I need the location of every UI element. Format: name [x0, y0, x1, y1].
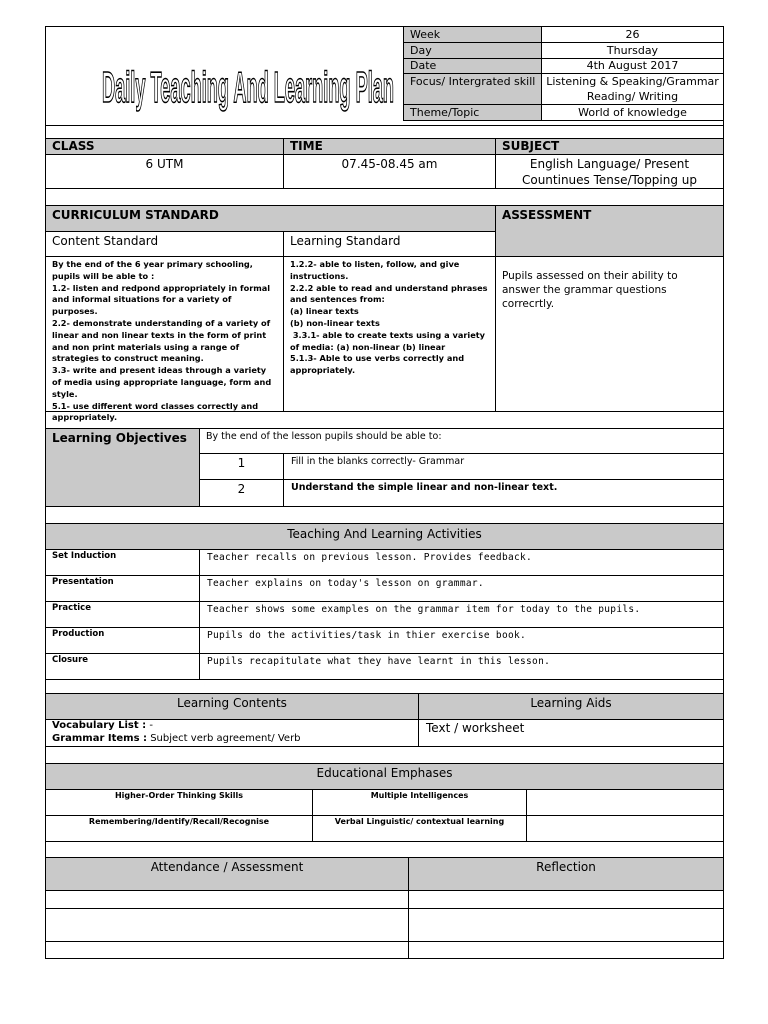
grammar-line	[52, 733, 412, 746]
learning-contents-cell	[45, 719, 419, 747]
objective-num-1: 1	[199, 453, 284, 480]
spacer-row-7	[45, 841, 724, 858]
date-label: Date	[403, 58, 542, 74]
vocab-label: Vocabulary List :	[52, 720, 147, 731]
stage-set-induction: Set Induction	[45, 549, 200, 576]
learning-aids-value: Text / worksheet	[418, 719, 724, 747]
time-value: 07.45-08.45 am	[283, 154, 496, 189]
vocab-line	[52, 720, 412, 733]
objectives-label: Learning Objectives	[45, 428, 200, 507]
activities-header: Teaching And Learning Activities	[45, 523, 724, 550]
activity-closure: Pupils recapitulate what they have learnt in this lesson.	[199, 653, 724, 680]
stage-production: Production	[45, 627, 200, 654]
learning-aids-header: Learning Aids	[418, 693, 724, 720]
assessment-header: ASSESSMENT	[495, 205, 724, 257]
emphasis-mi-value: Verbal Linguistic/ contextual learning	[312, 815, 527, 842]
time-header: TIME	[283, 138, 496, 155]
activity-set-induction: Teacher recalls on previous lesson. Provides feedback.	[199, 549, 724, 576]
day-label: Day	[403, 42, 542, 59]
learning-standard-text: 1.2.2- able to listen, follow, and give instructions. 2.2.2 able to read and understand phrases and sentences from: (a) linear texts (b) non-linear texts 3.3.1- able to create texts using a variety of media: (a) non-linear (b) linear 5.1.3- Able to use verbs correctly and appropriately.	[283, 256, 496, 412]
learning-contents-header: Learning Contents	[45, 693, 419, 720]
spacer-row-4	[45, 506, 724, 524]
assessment-text: Pupils assessed on their ability to answer the grammar questions correcrtly.	[495, 256, 724, 412]
content-standard-text: By the end of the 6 year primary schooling, pupils will be able to : 1.2- listen and redpond appropriately in formal and informal situations for a variety of purposes. 2.2- demonstrate understanding of a variety of linear and non linear texts in the form of print and non print materials using a range of strategies to construct meaning. 3.3- write and present ideas through a variety of media using appropriate language, form and style. 5.1- use different word classes correctly and appropriately.	[45, 256, 284, 412]
attendance-cell-2	[45, 908, 409, 942]
reflection-header: Reflection	[408, 857, 724, 891]
emphasis-empty-1	[526, 789, 724, 816]
objective-text-2: Understand the simple linear and non-linear text.	[283, 479, 724, 507]
objective-text-1: Fill in the blanks correctly- Grammar	[283, 453, 724, 480]
activity-production: Pupils do the activities/task in thier exercise book.	[199, 627, 724, 654]
activity-presentation: Teacher explains on today's lesson on grammar.	[199, 575, 724, 602]
emphases-header: Educational Emphases	[45, 763, 724, 790]
spacer-row-5	[45, 679, 724, 694]
spacer-row-2	[45, 188, 724, 206]
stage-closure: Closure	[45, 653, 200, 680]
spacer-row-6	[45, 746, 724, 764]
content-standard-label: Content Standard	[45, 231, 284, 257]
attendance-cell-1	[45, 890, 409, 909]
class-value: 6 UTM	[45, 154, 284, 189]
theme-value: World of knowledge	[541, 104, 724, 121]
emphasis-empty-2	[526, 815, 724, 842]
stage-practice: Practice	[45, 601, 200, 628]
reflection-cell-1	[408, 890, 724, 909]
reflection-cell-3	[408, 941, 724, 959]
week-label: Week	[403, 26, 542, 43]
objectives-intro: By the end of the lesson pupils should be able to:	[199, 428, 724, 454]
grammar-value: Subject verb agreement/ Verb	[147, 732, 301, 744]
date-value: 4th August 2017	[541, 58, 724, 74]
curriculum-header: CURRICULUM STANDARD	[45, 205, 496, 232]
focus-value: Listening & Speaking/Grammar Reading/ Writing	[541, 73, 724, 105]
grammar-label: Grammar Items :	[52, 732, 148, 744]
svg-text:Daily Teaching And Learning Pl: Daily Teaching And Learning Plan	[102, 63, 394, 112]
emphasis-mi-label: Multiple Intelligences	[312, 789, 527, 816]
emphasis-hots-value: Remembering/Identify/Recall/Recognise	[45, 815, 313, 842]
emphasis-hots-label: Higher-Order Thinking Skills	[45, 789, 313, 816]
class-header: CLASS	[45, 138, 284, 155]
subject-header: SUBJECT	[495, 138, 724, 155]
spacer-row-1	[45, 125, 724, 139]
day-value: Thursday	[541, 42, 724, 59]
theme-label: Theme/Topic	[403, 104, 542, 121]
reflection-cell-2	[408, 908, 724, 942]
vocab-value: -	[146, 720, 153, 731]
learning-standard-label: Learning Standard	[283, 231, 496, 257]
activity-practice: Teacher shows some examples on the grammar item for today to the pupils.	[199, 601, 724, 628]
spacer-row-3	[45, 411, 724, 429]
focus-label: Focus/ Intergrated skill	[403, 73, 542, 105]
objective-num-2: 2	[199, 479, 284, 507]
attendance-header: Attendance / Assessment	[45, 857, 409, 891]
stage-presentation: Presentation	[45, 575, 200, 602]
attendance-cell-3	[45, 941, 409, 959]
plan-title	[100, 52, 400, 112]
subject-value: English Language/ Present Countinues Tense/Topping up	[495, 154, 724, 189]
week-value: 26	[541, 26, 724, 43]
